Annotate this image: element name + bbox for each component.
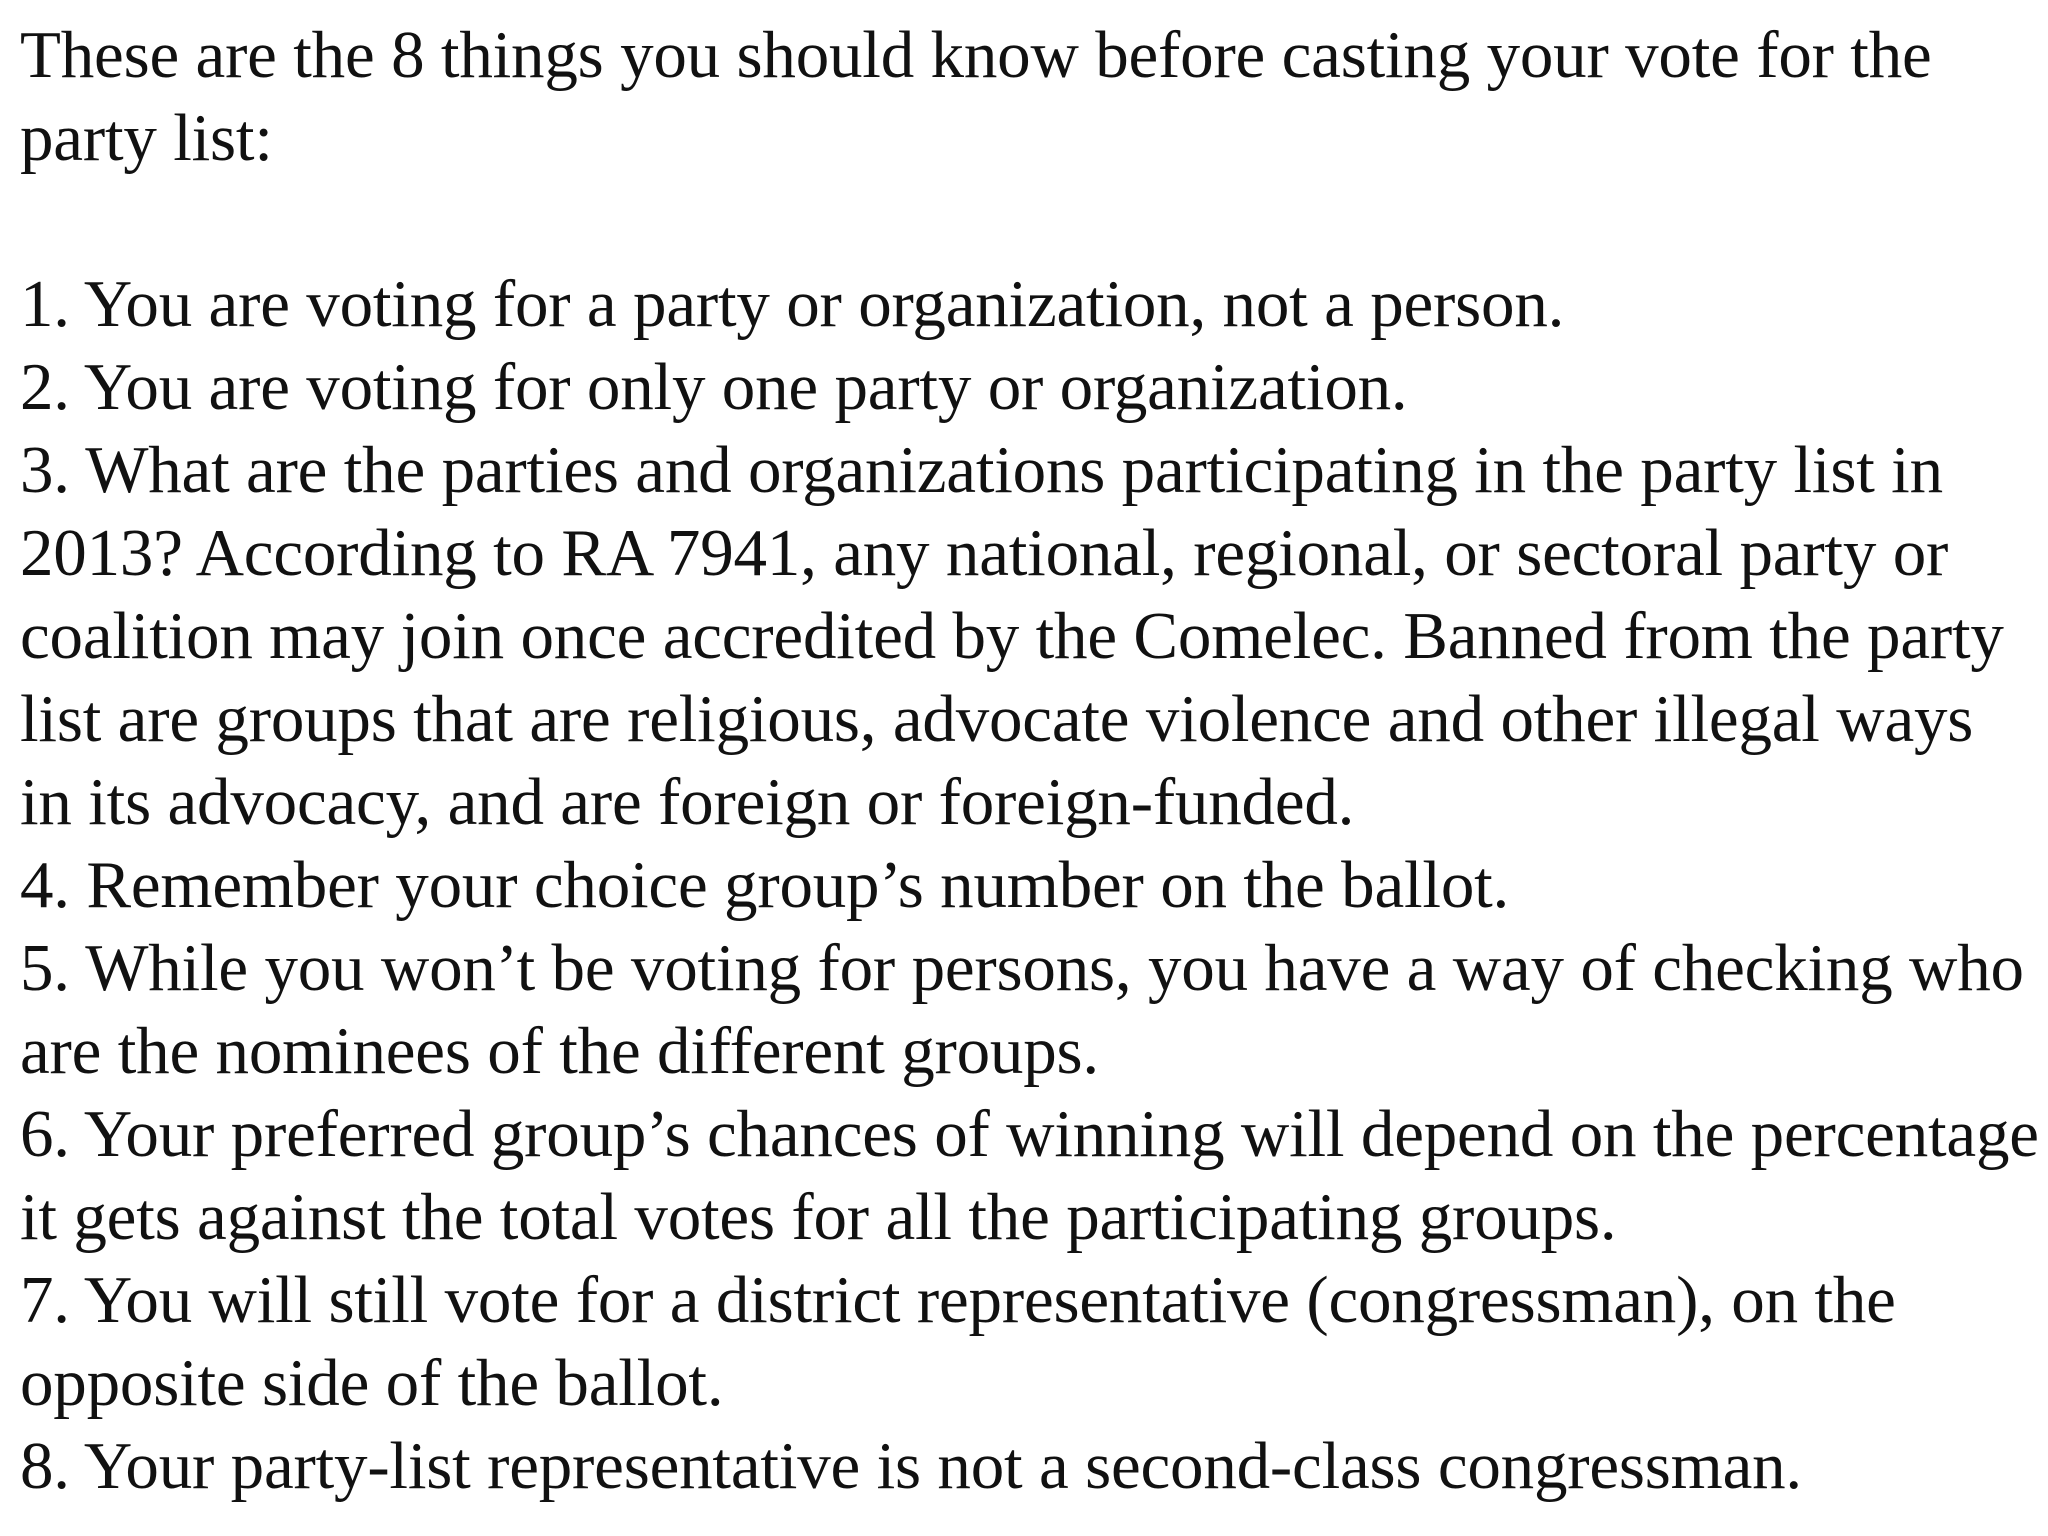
list-item: 6. Your preferred group’s chances of winning will depend on the percentage it gets against the total votes for all the participating groups. bbox=[20, 1097, 2039, 1254]
list-item: 2. You are voting for only one party or organization. bbox=[20, 350, 1408, 424]
list-item: 1. You are voting for a party or organization, not a person. bbox=[20, 267, 1565, 341]
list-item: 5. While you won’t be voting for persons, you have a way of checking who are the nominees of the different groups. bbox=[20, 931, 2024, 1088]
paragraph-spacer bbox=[20, 180, 2040, 263]
list-item: 3. What are the parties and organizations participating in the party list in 2013? According to RA 7941, any national, regional, or sectoral party or coalition may join once accredited by the Comelec. Banned from the party list are groups that are religious, advocate violence and other illegal ways in its advocacy, and are foreign or foreign-funded. bbox=[20, 433, 2004, 839]
list-item: 8. Your party-list representative is not a second-class congressman. bbox=[20, 1429, 1802, 1503]
document-body bbox=[20, 14, 2040, 1508]
list-item: 4. Remember your choice group’s number on the ballot. bbox=[20, 848, 1510, 922]
intro-paragraph: These are the 8 things you should know before casting your vote for the party list: bbox=[20, 18, 1932, 175]
things-to-know-list bbox=[20, 263, 2040, 1508]
list-item: 7. You will still vote for a district representative (congressman), on the opposite side of the ballot. bbox=[20, 1263, 1896, 1420]
